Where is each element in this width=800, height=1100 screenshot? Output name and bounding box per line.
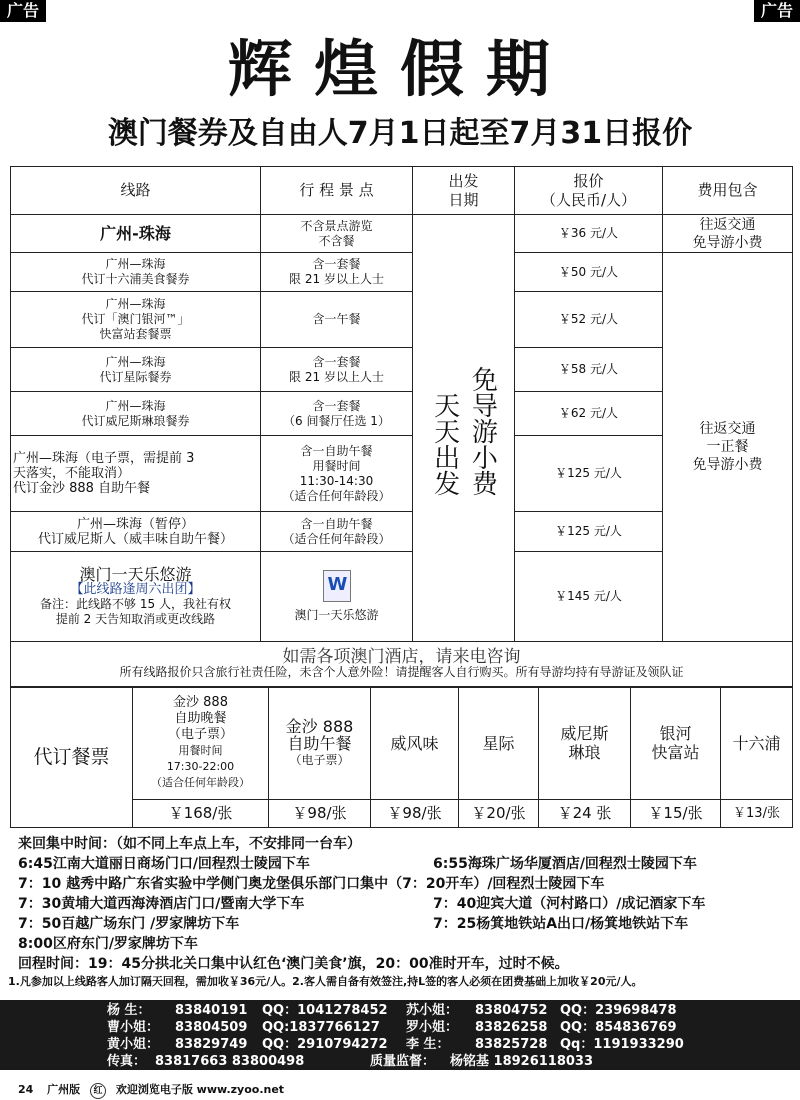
pickup-point: 8:00区府东门/罗家牌坊下车 — [18, 936, 198, 952]
ticket-sands-lunch: 金沙 888 自助午餐 （电子票） — [269, 687, 371, 800]
price-value: ￥58 元/人 — [515, 348, 663, 392]
contacts-bar — [0, 1000, 800, 1070]
pickup-point: 7：30黄埔大道西海涛酒店门口/暨南大学下车 — [18, 896, 305, 912]
pickup-point: 7：25杨箕地铁站A出口/杨箕地铁站下车 — [433, 916, 689, 932]
contact-row: 曹小姐： 83804509 QQ:1837766127 罗小姐： 83826258 QQ：854836769 — [107, 1020, 677, 1035]
gathering-title: 来回集中时间：（如不同上车点上车，不安排同一台车） — [18, 836, 361, 852]
ticket-price: ￥98/张 — [371, 800, 459, 828]
table-row: 澳门一天乐悠游 【此线路逢周六出团】 备注：此线路不够 15 人，我社有权 提前 2 天告知取消或更改线路 W 澳门一天乐悠游 ￥145 元/人 — [11, 552, 793, 642]
ticket-venetian: 威尼斯 琳琅 — [539, 687, 631, 800]
ticket-price: ￥15/张 — [631, 800, 721, 828]
ticket-label: 代订餐票 — [11, 687, 133, 828]
header-itinerary: 行 程 景 点 — [261, 167, 413, 215]
included-main: 往返交通 一正餐 免导游小费 — [663, 253, 793, 642]
header-route: 线路 — [11, 167, 261, 215]
table-row: 广州-珠海 不含景点游览 不含餐 天天出发 免导游小费 ￥36 元/人 往返交通 免导游小费 — [11, 215, 793, 253]
price-value: ￥36 元/人 — [515, 215, 663, 253]
ticket-xingji: 星际 — [459, 687, 539, 800]
ticket-16pu: 十六浦 — [721, 687, 793, 800]
ticket-price: ￥168/张 — [133, 800, 269, 828]
pickup-point: 7：10 越秀中路广东省实验中学侧门奥龙堡俱乐部门口集中（7：20开车）/回程烈士陵园下车 — [18, 876, 605, 892]
page-footer — [18, 1080, 284, 1100]
header-included: 费用包含 — [663, 167, 793, 215]
price-value: ￥125 元/人 — [515, 436, 663, 512]
table-row: 广州—珠海 代订十六浦美食餐券 含一套餐 限 21 岁以上人士 ￥50 元/人 往返交通 一正餐 免导游小费 — [11, 253, 793, 292]
brand-title: 辉煌假期 — [228, 33, 572, 106]
header-price: 报价 （人民币/人） — [515, 167, 663, 215]
ticket-table — [10, 686, 793, 828]
ad-tag-left: 广告 — [0, 0, 46, 22]
ticket-price: ￥20/张 — [459, 800, 539, 828]
contact-row: 传真： 83817663 83800498 质量监督： 杨铭基 18926118033 — [107, 1054, 594, 1069]
website-link[interactable]: 欢迎浏览电子版 www.zyoo.net — [115, 1083, 285, 1096]
ticket-price: ￥13/张 — [721, 800, 793, 828]
ad-tag-right: 广告 — [754, 0, 800, 22]
departure-daily: 天天出发 免导游小费 — [413, 215, 515, 642]
gathering-times — [18, 834, 788, 974]
pickup-point: 7：40迎宾大道（河村路口）/成记酒家下车 — [433, 896, 706, 912]
header-departure: 出发 日期 — [413, 167, 515, 215]
headline: 澳门餐券及自由人7月1日起至7月31日报价 — [107, 116, 693, 151]
price-value: ￥50 元/人 — [515, 253, 663, 292]
ticket-galaxy: 银河 快富站 — [631, 687, 721, 800]
terms-note: 1.凡参加以上线路客人加订隔天回程，需加收￥36元/人。2.客人需自备有效签注,持L签的客人必须在团费基础上加收￥20元/人。 — [8, 975, 643, 988]
price-value: ￥52 元/人 — [515, 292, 663, 348]
ticket-price: ￥98/张 — [269, 800, 371, 828]
itinerary-doc[interactable]: W 澳门一天乐悠游 — [261, 552, 413, 642]
table-row: 广州—珠海 代订威尼斯琳琅餐券 含一套餐 （6 间餐厅任选 1） ￥62 元/人 — [11, 392, 793, 436]
pickup-point: 6:55海珠广场华厦酒店/回程烈士陵园下车 — [433, 856, 697, 872]
contact-row: 黄小姐： 83829749 QQ：2910794272 李 生： 83825728 Qq：1191933290 — [107, 1037, 684, 1052]
table-row: 广州—珠海 代订「澳门银河™」 快富站套餐票 含一午餐 ￥52 元/人 — [11, 292, 793, 348]
contact-row: 杨 生： 83840191 QQ：1041278452 苏小姐： 83804752 QQ：239698478 — [107, 1003, 677, 1018]
price-value: ￥145 元/人 — [515, 552, 663, 642]
return-time: 回程时间：19：45分拱北关口集中认红色‘澳门美食’旗，20：00准时开车，过时不候。 — [18, 956, 569, 972]
pickup-point: 7：50百越广场东门 /罗家牌坊下车 — [18, 916, 240, 932]
price-table — [10, 166, 793, 688]
word-document-icon[interactable]: W — [323, 570, 351, 602]
ticket-weifengwei: 威风味 — [371, 687, 459, 800]
table-row: 广州—珠海（暂停） 代订威尼斯人（威丰味自助午餐） 含一自助午餐 （适合任何年龄段） ￥125 元/人 — [11, 512, 793, 552]
disclaimer: 所有线路报价只含旅行社责任险，未含个人意外险！请提醒客人自行购买。所有导游均持有导游证及领队证 — [119, 664, 684, 679]
price-value: ￥62 元/人 — [515, 392, 663, 436]
table-row: 广州—珠海 代订星际餐券 含一套餐 限 21 岁以上人士 ￥58 元/人 — [11, 348, 793, 392]
hotel-note: 如需各项澳门酒店，请来电咨询 — [282, 646, 521, 667]
ticket-sands-dinner: 金沙 888 自助晚餐 （电子票） 用餐时间 17:30-22:00 （适合任何年龄段） — [133, 687, 269, 800]
logo-icon: 红 — [90, 1083, 106, 1099]
edition-label: 广州版 — [47, 1083, 81, 1096]
price-value: ￥125 元/人 — [515, 512, 663, 552]
notes-row — [11, 642, 793, 688]
page-number: 24 — [18, 1083, 34, 1096]
table-row: 广州—珠海（电子票，需提前 3 天落实，不能取消） 代订金沙 888 自助午餐 含一自助午餐 用餐时间 11:30-14:30 （适合任何年龄段） ￥125 元/人 — [11, 436, 793, 512]
pickup-point: 6:45江南大道丽日商场门口/回程烈士陵园下车 — [18, 856, 310, 872]
ticket-price: ￥24 张 — [539, 800, 631, 828]
